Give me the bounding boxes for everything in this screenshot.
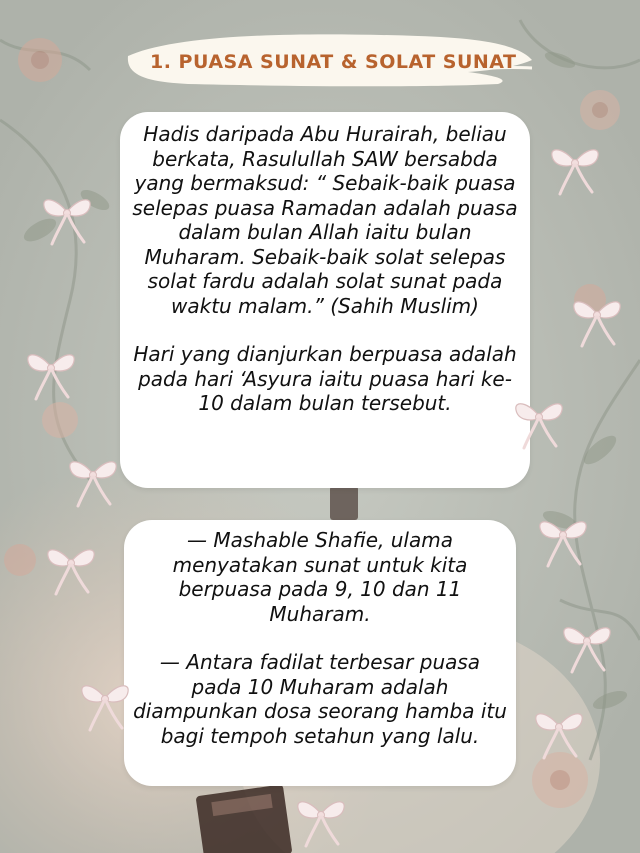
ribbon-bow-icon <box>568 292 626 350</box>
ribbon-bow-icon <box>534 512 592 570</box>
asyura-text: Hari yang dianjurkan berpuasa adalah pada hari ‘Asyura iaitu puasa hari ke-10 dalam bulan tersebut. <box>133 342 517 415</box>
hadith-card <box>120 112 530 488</box>
notes-card <box>124 520 516 786</box>
paragraph-gap <box>128 318 522 342</box>
hadith-text: Hadis daripada Abu Hurairah, beliau berkata, Rasulullah SAW bersabda yang bermaksud: “ Sebaik-baik puasa selepas puasa Ramadan adalah puasa dalam bulan Allah iaitu bulan Muharam. Sebaik-baik solat selepas solat fardu adalah solat sunat pada waktu malam.” (Sahih Muslim) <box>132 122 518 318</box>
ribbon-bow-icon <box>530 704 588 762</box>
ribbon-bow-icon <box>546 140 604 198</box>
paragraph-gap <box>132 626 508 650</box>
ribbon-bow-icon <box>64 452 122 510</box>
ribbon-bow-icon <box>292 792 350 850</box>
ribbon-bow-icon <box>38 190 96 248</box>
ribbon-bow-icon <box>22 345 80 403</box>
ribbon-bow-icon <box>76 676 134 734</box>
ribbon-bow-icon <box>558 618 616 676</box>
ribbon-bow-icon <box>42 540 100 598</box>
ribbon-bow-icon <box>510 394 568 452</box>
section-title: 1. PUASA SUNAT & SOLAT SUNAT <box>150 51 517 73</box>
fadilat-note: — Antara fadilat terbesar puasa pada 10 Muharam adalah diampunkan dosa seorang hamba itu bagi tempoh setahun yang lalu. <box>133 650 507 748</box>
mashable-note: — Mashable Shafie, ulama menyatakan sunat untuk kita berpuasa pada 9, 10 dan 11 Muharam. <box>172 528 468 626</box>
